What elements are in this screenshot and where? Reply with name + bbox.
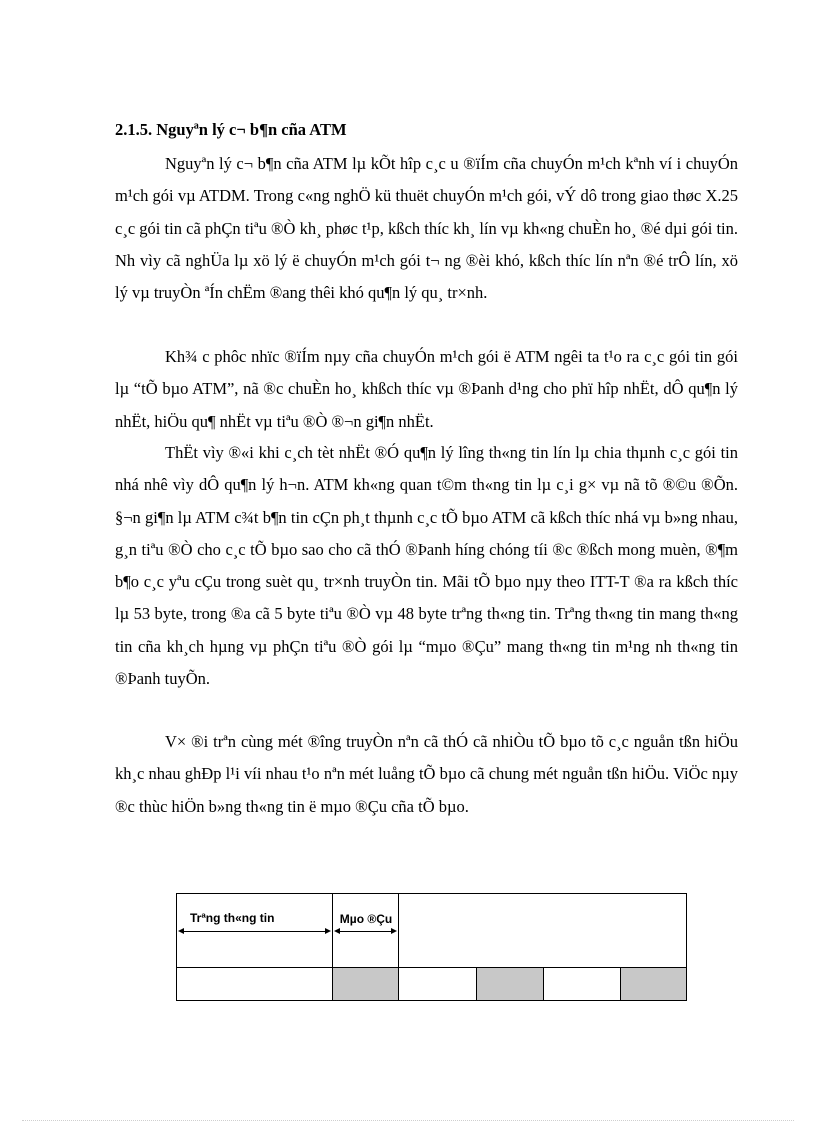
cell-box-shaded (332, 967, 399, 1001)
paragraph-1 (115, 148, 738, 309)
arrow-right-icon (391, 928, 397, 934)
header-box (332, 893, 399, 972)
payload-label: Trªng th«ng tin (190, 911, 275, 925)
paragraph-3-text: ThËt vìy ®«i khi c¸ch tèt nhËt ®Ó qu¶n lý lîng th«ng tin lín lµ chia thµnh c¸c gói tin nhá nhê vìy dÔ qu¶n lý h¬n. ATM kh«ng quan t©m th«ng tin lµ c¸i g× vµ nã tõ ®©u ®Õn. §¬n gi¶n lµ ATM c¾t b¶n tin cÇn ph¸t thµnh c¸c tÕ bµo ATM cã kßch thíc nhá vµ b»ng nhau, g¸n tiªu ®Ò cho c¸c tÕ bµo sao cho cã thÓ ®Þanh híng chóng tíi ®c ®ßch mong muèn, ®¶m b¶o c¸c yªu cÇu trong suèt qu¸ tr×nh truyÒn tin. Mãi tÕ bµo nµy theo ITT-T ®a ra kßch thíc lµ 53 byte, trong ®a cã 5 byte tiªu ®Ò vµ 48 byte trªng th«ng tin. Trªng th«ng tin mang th«ng tin cña kh¸ch hµng vµ phÇn tiªu ®Ò gói lµ “mµo ®Çu” mang th«ng tin m¹ng nh th«ng tin ®Þanh tuyÕn. (115, 443, 738, 689)
paragraph-4-text: V× ®i trªn cùng mét ®îng truyÒn nªn cã thÓ cã nhiÒu tÕ bµo tõ c¸c nguån tßn hiÖu kh¸c nhau ghÐp l¹i víi nhau t¹o nªn mét luång tÕ bµo cã chung mét nguån tßn hiÖu. ViÖc nµy ®c thùc hiÖn b»ng th«ng tin ë mµo ®Çu cña tÕ bµo. (115, 732, 738, 816)
section-heading: 2.1.5. Nguyªn lý c¬ b¶n cña ATM (115, 120, 347, 139)
cell-box (543, 967, 621, 1001)
header-label: Mµo ®Çu (339, 912, 393, 926)
paragraph-2 (115, 341, 738, 438)
paragraph-3 (115, 437, 738, 695)
paragraph-4 (115, 726, 738, 823)
cell-box-shaded (476, 967, 544, 1001)
paragraph-1-text: Nguyªn lý c¬ b¶n cña ATM lµ kÕt hîp c¸c u ®ïÍm cña chuyÓn m¹ch kªnh ví i chuyÓn m¹ch gói vµ ATDM. Trong c«ng nghÖ kü thuët chuyÓn m¹ch gói, vÝ dô trong giao thøc X.25 c¸c gói tin cã phÇn tiªu ®Ò kh¸ phøc t¹p, kßch thíc kh¸ lín vµ kh«ng chuÈn ho¸ ®é dµi gói tin. Nh vìy cã nghÜa lµ xö lý ë chuyÓn m¹ch gói t¬ ng ®èi khó, kßch thíc lín nªn ®é trÔ lín, xö lý vµ truyÒn ªÍn chËm ®ang thêi khó qu¶n lý qu¸ tr×nh. (115, 154, 738, 303)
empty-box (398, 893, 687, 972)
payload-box (176, 893, 333, 972)
header-arrow-line (336, 931, 395, 932)
cell-box (176, 967, 333, 1001)
cell-box-shaded (620, 967, 687, 1001)
payload-arrow-line (180, 931, 329, 932)
arrow-left-icon (334, 928, 340, 934)
atm-cell-diagram (176, 893, 687, 1001)
page-footer-divider (22, 1120, 794, 1121)
cell-box (398, 967, 477, 1001)
arrow-right-icon (325, 928, 331, 934)
arrow-left-icon (178, 928, 184, 934)
paragraph-2-text: Kh¾ c phôc nhïc ®ïÍm nµy cña chuyÓn m¹ch gói ë ATM ngêi ta t¹o ra c¸c gói tin gói lµ “tÕ bµo ATM”, nã ®c chuÈn ho¸ khßch thíc vµ ®Þanh d¹ng cho phï hîp nhËt, dÔ qu¶n lý nhËt, hiÖu qu¶ nhËt vµ tiªu ®Ò ®¬n gi¶n nhËt. (115, 347, 738, 431)
